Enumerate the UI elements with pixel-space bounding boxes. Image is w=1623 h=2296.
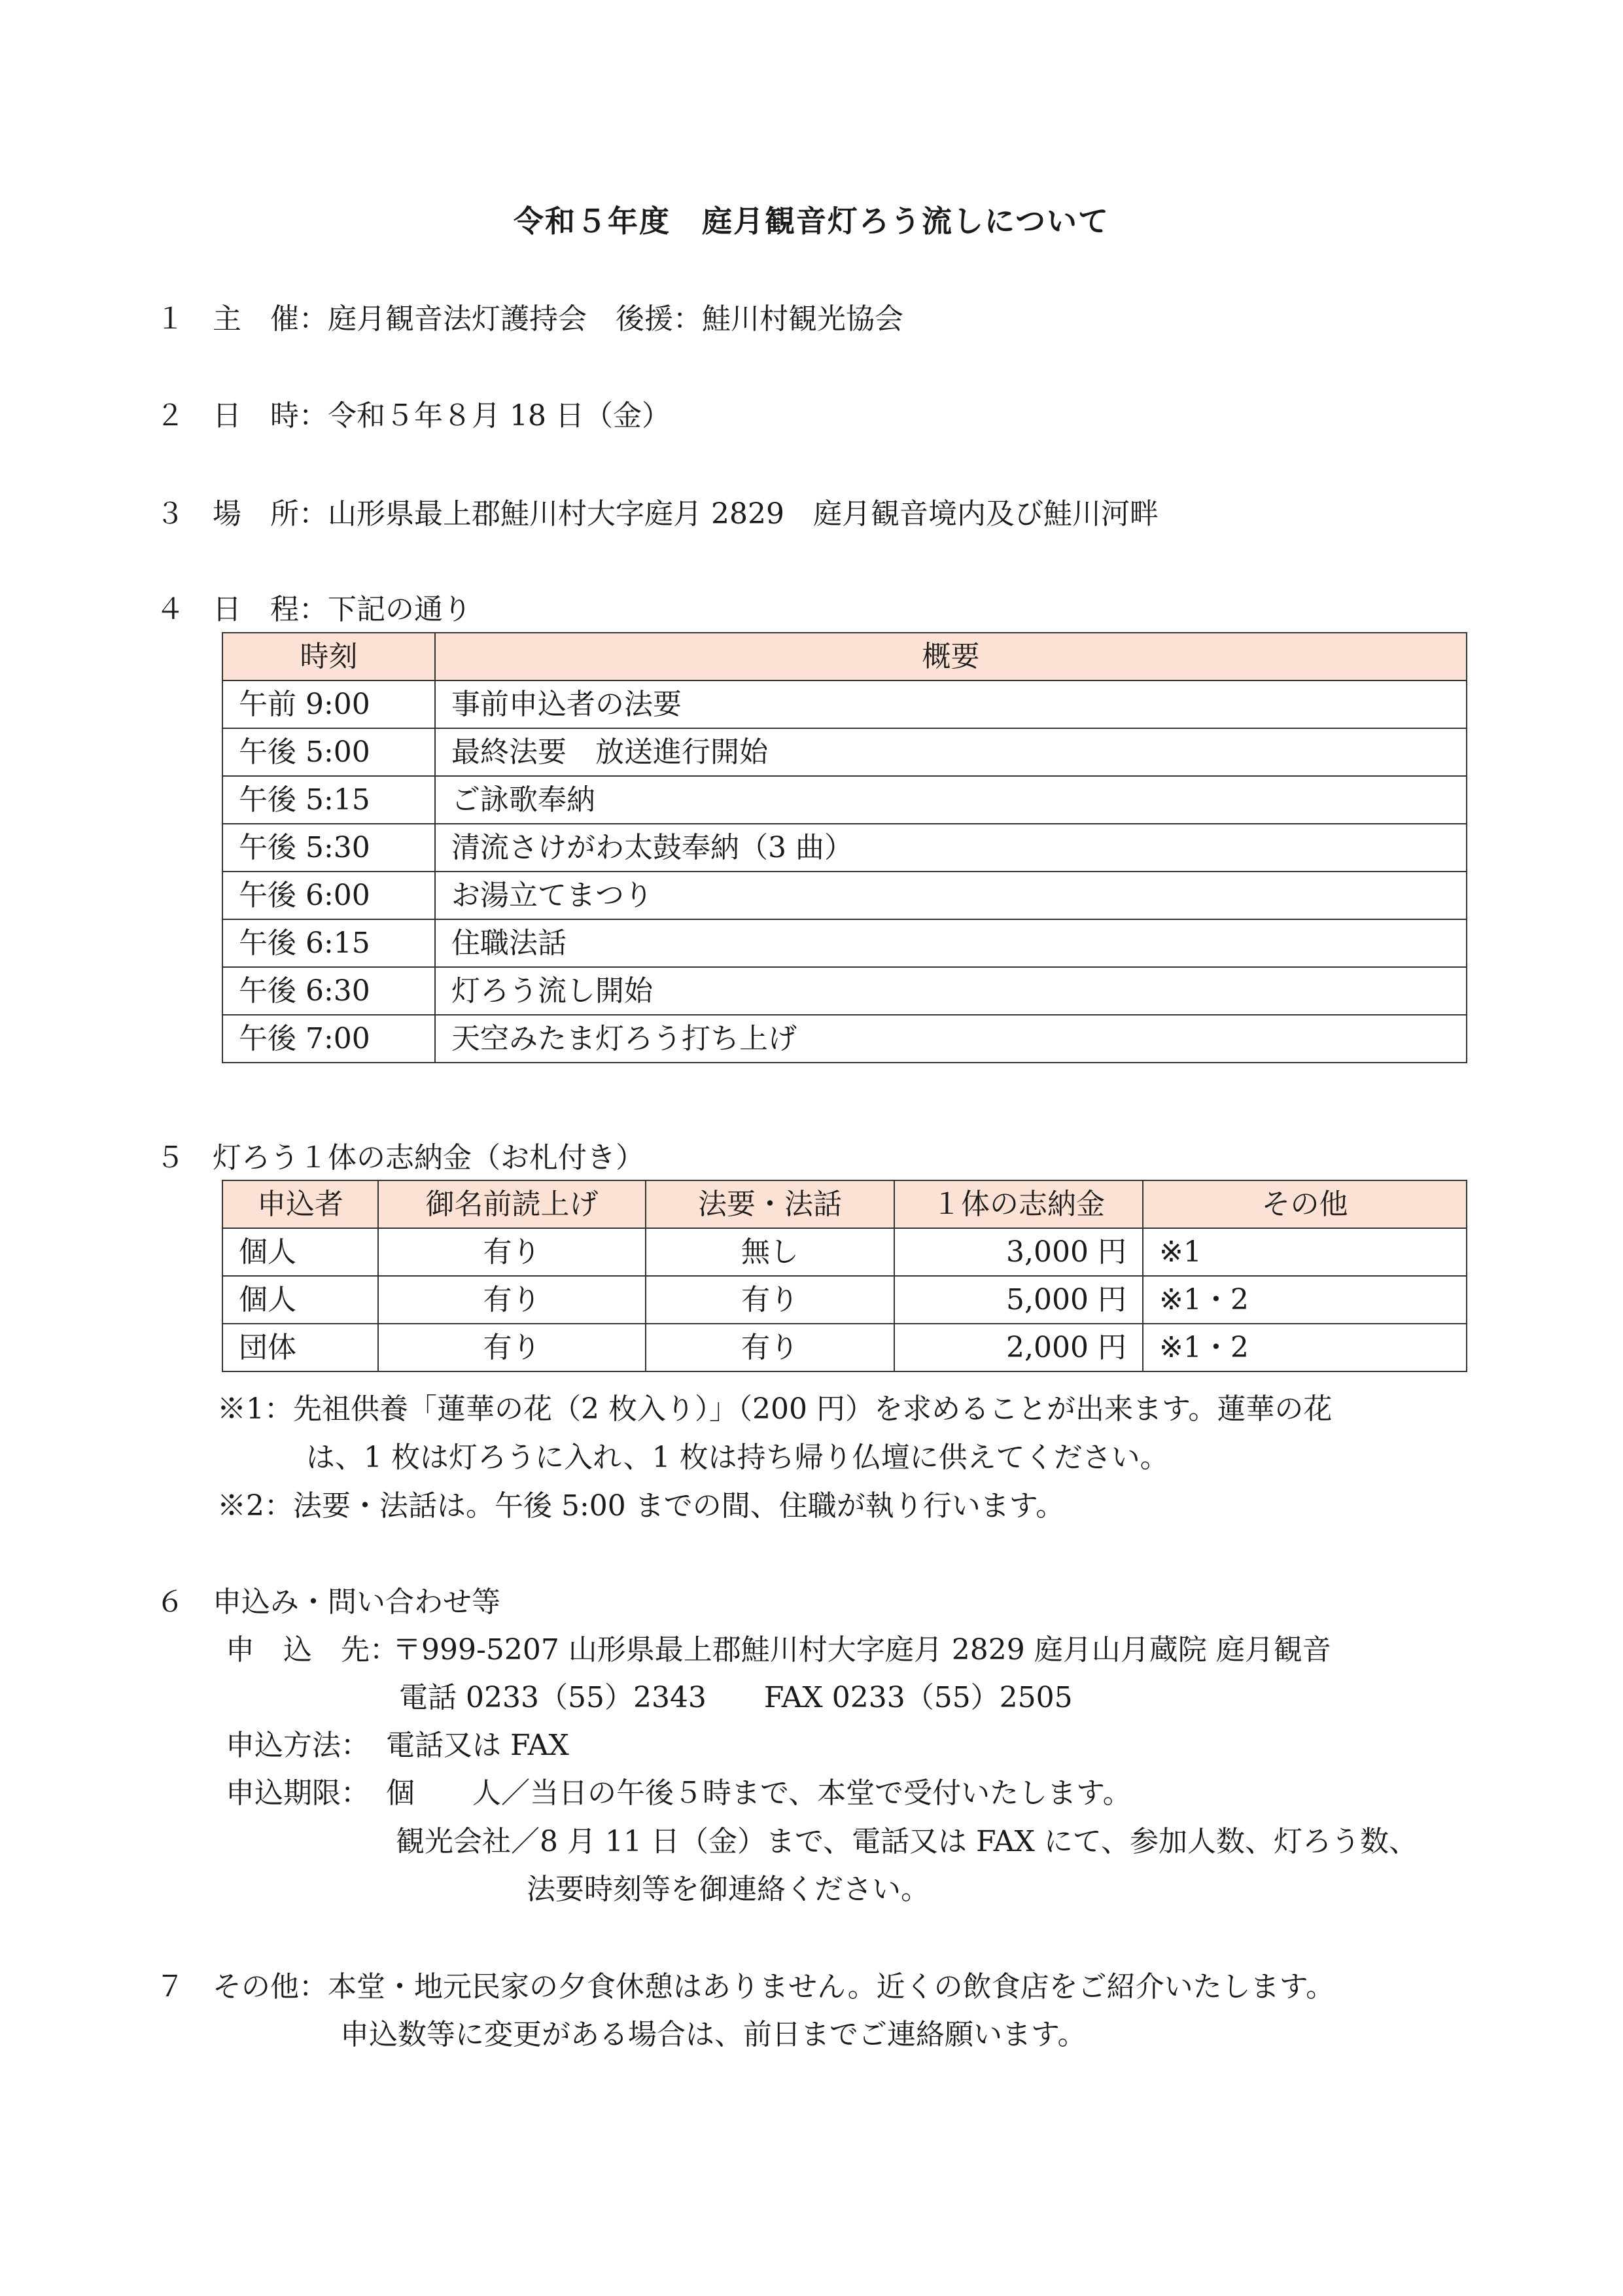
deadline-label: 申込期限： xyxy=(226,1776,370,1810)
table-row xyxy=(222,824,1467,872)
schedule-time: 午後 5:15 xyxy=(222,776,435,824)
fee-memorial: 無し xyxy=(646,1228,894,1276)
fee-header-row xyxy=(222,1180,1467,1228)
table-row xyxy=(222,776,1467,824)
deadline-line-2: 観光会社／8 月 11 日（金）まで、電話又は FAX にて、参加人数、灯ろう数、 xyxy=(396,1825,1418,1858)
section-1-label: 主 催 xyxy=(213,302,299,336)
schedule-header-time: 時刻 xyxy=(222,633,435,680)
schedule-time: 午後 7:00 xyxy=(222,1015,435,1063)
section-1-line xyxy=(213,302,903,336)
fee-other: ※1・2 xyxy=(1143,1324,1467,1371)
section-7-line-2: 申込数等に変更がある場合は、前日までご連絡願います。 xyxy=(340,2018,1087,2051)
page-title: 令和５年度 庭月観音灯ろう流しについて xyxy=(513,203,1110,239)
fee-amount: 3,000 円 xyxy=(894,1228,1143,1276)
fee-name-reading: 有り xyxy=(378,1276,646,1324)
contact-address-line-2: 電話 0233（55）2343 FAX 0233（55）2505 xyxy=(399,1681,1073,1714)
fee-header-other: その他 xyxy=(1143,1180,1467,1228)
note-2: ※2：法要・法話は。午後 5:00 までの間、住職が執り行います。 xyxy=(217,1489,1065,1523)
fee-amount: 5,000 円 xyxy=(894,1276,1143,1324)
schedule-summary: 天空みたま灯ろう打ち上げ xyxy=(435,1015,1467,1063)
section-2-colon: ： xyxy=(299,399,328,433)
method-label: 申込方法： xyxy=(226,1729,370,1762)
note-1-line-1: ※1：先祖供養「蓮華の花（2 枚入り）」（200 円）を求めることが出来ます。蓮華の花 xyxy=(217,1392,1333,1426)
fee-amount: 2,000 円 xyxy=(894,1324,1143,1371)
deadline-line-1: 個 人／当日の午後５時まで、本堂で受付いたします。 xyxy=(386,1776,1132,1810)
table-row xyxy=(222,680,1467,728)
table-row xyxy=(222,1228,1467,1276)
table-row xyxy=(222,967,1467,1015)
schedule-summary: 灯ろう流し開始 xyxy=(435,967,1467,1015)
schedule-time: 午後 6:30 xyxy=(222,967,435,1015)
section-2-line xyxy=(213,399,671,433)
fee-memorial: 有り xyxy=(646,1276,894,1324)
schedule-header-summary: 概要 xyxy=(435,633,1467,680)
section-7-number: ７ xyxy=(156,1970,184,2004)
schedule-summary: 事前申込者の法要 xyxy=(435,680,1467,728)
schedule-header-row xyxy=(222,633,1467,680)
schedule-summary: 最終法要 放送進行開始 xyxy=(435,728,1467,776)
section-7-line-1: 本堂・地元民家の夕食休憩はありません。近くの飲食店をご紹介いたします。 xyxy=(328,1970,1335,2004)
section-4-number: ４ xyxy=(156,593,184,626)
fee-memorial: 有り xyxy=(646,1324,894,1371)
deadline-line-3: 法要時刻等を御連絡ください。 xyxy=(527,1873,930,1906)
fee-header-memorial: 法要・法話 xyxy=(646,1180,894,1228)
section-1-number: １ xyxy=(156,302,184,336)
schedule-summary: 清流さけがわ太鼓奉納（3 曲） xyxy=(435,824,1467,872)
table-row xyxy=(222,1015,1467,1063)
fee-applicant: 個人 xyxy=(222,1276,378,1324)
fee-name-reading: 有り xyxy=(378,1324,646,1371)
section-2-label: 日 時 xyxy=(213,399,299,433)
table-row xyxy=(222,872,1467,919)
fee-header-name-reading: 御名前読上げ xyxy=(378,1180,646,1228)
section-7-line xyxy=(213,1970,1335,2004)
section-5-number: ５ xyxy=(156,1141,184,1174)
fee-header-applicant: 申込者 xyxy=(222,1180,378,1228)
schedule-summary: 住職法話 xyxy=(435,919,1467,967)
schedule-time: 午後 5:00 xyxy=(222,728,435,776)
schedule-table xyxy=(222,632,1467,1063)
table-row xyxy=(222,1324,1467,1371)
schedule-time: 午後 5:30 xyxy=(222,824,435,872)
fee-applicant: 個人 xyxy=(222,1228,378,1276)
section-7-colon: ： xyxy=(299,1970,328,2004)
contact-address-label: 申 込 先： xyxy=(226,1633,398,1667)
contact-address-line-1: 〒999‐5207 山形県最上郡鮭川村大字庭月 2829 庭月山月蔵院 庭月観音 xyxy=(393,1633,1331,1667)
section-1-colon: ： xyxy=(299,302,328,336)
schedule-time: 午前 9:00 xyxy=(222,680,435,728)
section-3-line xyxy=(213,497,1159,531)
section-6-text: 申込み・問い合わせ等 xyxy=(213,1585,500,1619)
table-row xyxy=(222,919,1467,967)
schedule-time: 午後 6:00 xyxy=(222,872,435,919)
section-3-number: ３ xyxy=(156,497,184,531)
table-row xyxy=(222,1276,1467,1324)
section-3-colon: ： xyxy=(299,497,328,531)
schedule-summary: お湯立てまつり xyxy=(435,872,1467,919)
fee-table xyxy=(222,1180,1467,1372)
section-6-number: ６ xyxy=(156,1585,184,1619)
table-row xyxy=(222,728,1467,776)
note-1-line-2: は、1 枚は灯ろうに入れ、1 枚は持ち帰り仏壇に供えてください。 xyxy=(306,1441,1169,1474)
section-3-text: 山形県最上郡鮭川村大字庭月 2829 庭月観音境内及び鮭川河畔 xyxy=(328,497,1159,531)
fee-other: ※1 xyxy=(1143,1228,1467,1276)
section-1-text: 庭月観音法灯護持会 後援：鮭川村観光協会 xyxy=(328,302,903,336)
schedule-time: 午後 6:15 xyxy=(222,919,435,967)
fee-header-fee: １体の志納金 xyxy=(894,1180,1143,1228)
fee-applicant: 団体 xyxy=(222,1324,378,1371)
section-5-text: 灯ろう１体の志納金（お札付き） xyxy=(213,1141,644,1174)
section-4-label: 日 程 xyxy=(213,593,299,626)
method-value: 電話又は FAX xyxy=(386,1729,569,1762)
schedule-summary: ご詠歌奉納 xyxy=(435,776,1467,824)
section-2-text: 令和５年８月 18 日（金） xyxy=(328,399,671,433)
section-4-text: 下記の通り xyxy=(328,593,472,626)
section-3-label: 場 所 xyxy=(213,497,299,531)
fee-other: ※1・2 xyxy=(1143,1276,1467,1324)
section-4-colon: ： xyxy=(299,593,328,626)
section-2-number: ２ xyxy=(156,399,184,433)
section-7-label: その他 xyxy=(213,1970,299,2004)
fee-name-reading: 有り xyxy=(378,1228,646,1276)
section-4-line xyxy=(213,595,472,624)
